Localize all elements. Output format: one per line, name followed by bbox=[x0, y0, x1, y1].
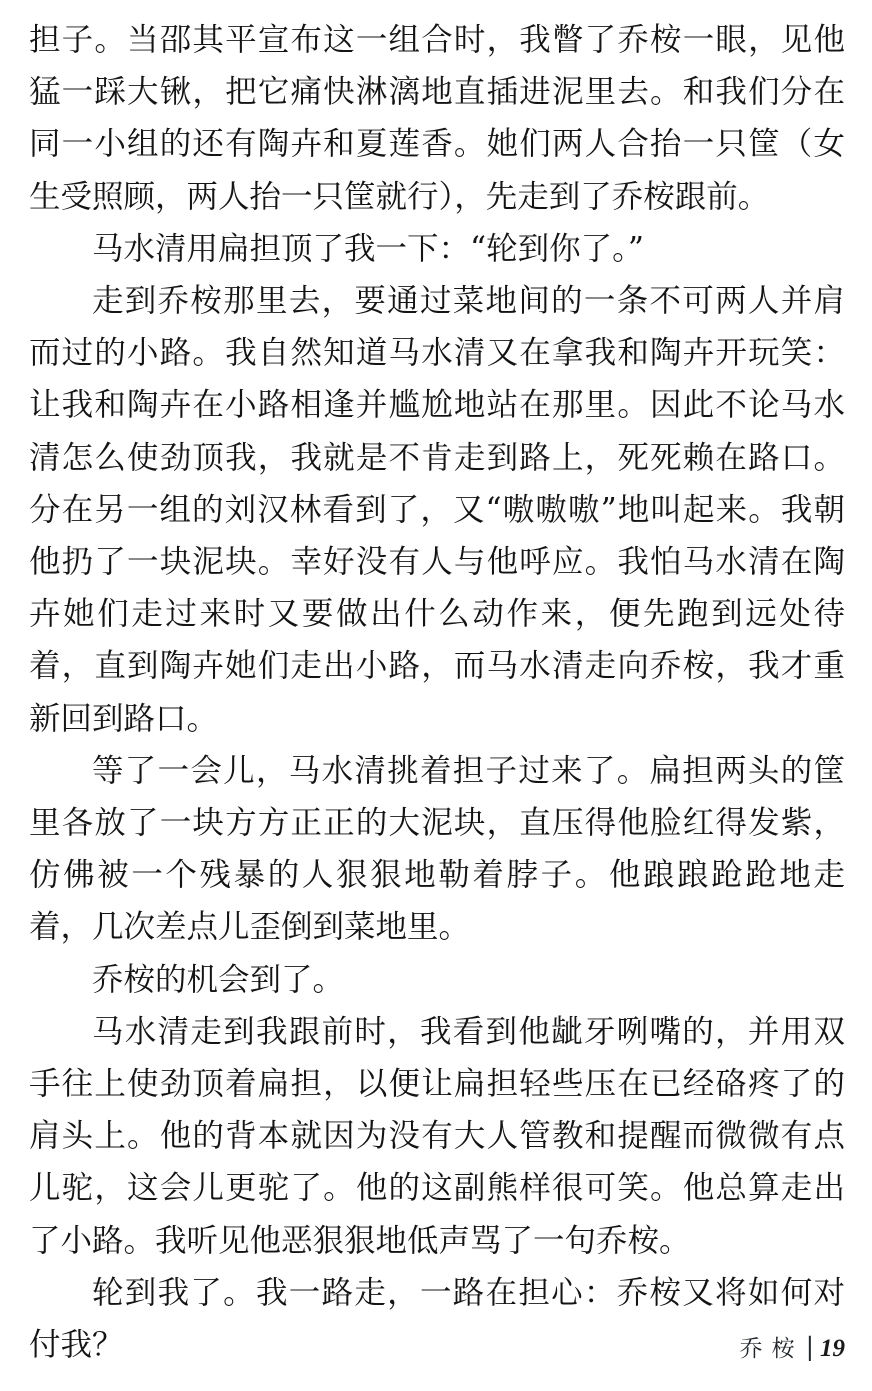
paragraph: 马水清走到我跟前时，我看到他龇牙咧嘴的，并用双手往上使劲顶着扁担，以便让扁担轻些压在已经硌疼了的肩头上。他的背本就因为没有大人管教和提醒而微微有点儿驼，这会儿更驼了。他的这副熊样很可笑。他总算走出了小路。我听见他恶狠狠地低声骂了一句乔桉。 bbox=[29, 1013, 845, 1259]
page-body-text bbox=[29, 14, 845, 1371]
paragraph: 走到乔桉那里去，要通过菜地间的一条不可两人并肩而过的小路。我自然知道马水清又在拿我和陶卉开玩笑：让我和陶卉在小路相逢并尴尬地站在那里。因此不论马水清怎么使劲顶我，我就是不肯走到路上，死死赖在路口。分在另一组的刘汉林看到了，又“嗷嗷嗷”地叫起来。我朝他扔了一块泥块。幸好没有人与他呼应。我怕马水清在陶卉她们走过来时又要做出什么动作来，便先跑到远处待着，直到陶卉她们走出小路，而马水清走向乔桉，我才重新回到路口。 bbox=[29, 283, 845, 737]
paragraph: 等了一会儿，马水清挑着担子过来了。扁担两头的筐里各放了一块方方正正的大泥块，直压得他脸红得发紫，仿佛被一个残暴的人狠狠地勒着脖子。他踉踉跄跄地走着，几次差点儿歪倒到菜地里。 bbox=[29, 752, 845, 946]
paragraph: 马水清用扁担顶了我一下：“轮到你了。” bbox=[92, 230, 644, 267]
footer-page-number: 19 bbox=[820, 1335, 845, 1362]
footer-chapter-title: 乔桉 bbox=[739, 1336, 804, 1362]
page-footer bbox=[0, 1330, 845, 1363]
paragraph: 乔桉的机会到了。 bbox=[92, 961, 345, 998]
paragraph: 轮到我了。我一路走，一路在担心：乔桉又将如何对付我？ bbox=[29, 1274, 845, 1364]
footer-separator: | bbox=[805, 1332, 814, 1361]
paragraph: 担子。当邵其平宣布这一组合时，我瞥了乔桉一眼，见他猛一踩大锹，把它痛快淋漓地直插进泥里去。和我们分在同一小组的还有陶卉和夏莲香。她们两人合抬一只筐（女生受照顾，两人抬一只筐就行），先走到了乔桉跟前。 bbox=[29, 22, 845, 215]
